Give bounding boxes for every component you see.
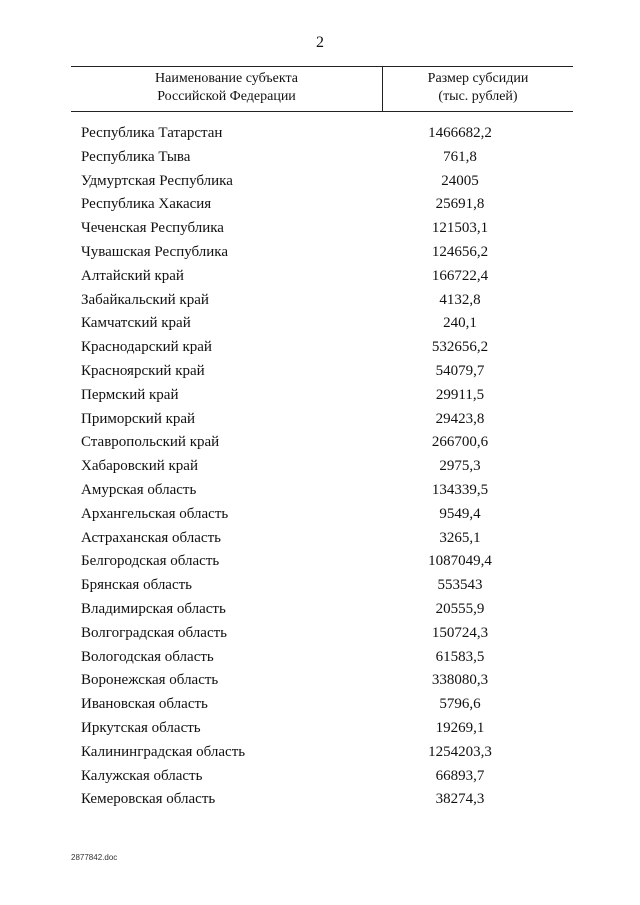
- subject-name: Астраханская область: [81, 529, 221, 546]
- subject-name: Владимирская область: [81, 600, 226, 617]
- table-row: [0, 574, 640, 598]
- subsidy-amount: 66893,7: [435, 767, 485, 784]
- table-row: [0, 717, 640, 741]
- table-row: [0, 408, 640, 432]
- subject-name: Приморский край: [81, 410, 196, 427]
- table-row: [0, 527, 640, 551]
- subject-name: Архангельская область: [81, 505, 229, 522]
- subsidy-amount: 134339,5: [431, 481, 489, 498]
- subject-name: Краснодарский край: [81, 339, 212, 356]
- table-row: [0, 289, 640, 313]
- subject-name: Пермский край: [81, 386, 179, 403]
- subsidy-amount: 25691,8: [435, 196, 485, 213]
- subsidy-amount: 19269,1: [435, 719, 485, 736]
- table-row: [0, 693, 640, 717]
- table-row: [0, 669, 640, 693]
- subject-name: Чувашская Республика: [81, 243, 229, 260]
- table-row: [0, 146, 640, 170]
- table-row: [0, 741, 640, 765]
- subsidy-amount: 124656,2: [431, 243, 489, 260]
- table-row: [0, 788, 640, 812]
- table-row: [0, 193, 640, 217]
- table-row: [0, 360, 640, 384]
- table-row: [0, 122, 640, 146]
- subject-name: Белгородская область: [81, 553, 220, 570]
- column-header-subsidy-line2: (тыс. рублей): [438, 89, 518, 104]
- subsidy-amount: 266700,6: [431, 434, 489, 451]
- table-row: [0, 550, 640, 574]
- subsidy-amount: 553543: [437, 577, 483, 594]
- subsidy-amount: 2975,3: [439, 458, 481, 475]
- subsidy-amount: 338080,3: [431, 672, 489, 689]
- table-row: [0, 765, 640, 789]
- subsidy-amount: 761,8: [443, 148, 477, 165]
- subsidy-amount: 1466682,2: [428, 125, 492, 141]
- table-header: [71, 66, 573, 112]
- subject-name: Ставропольский край: [81, 434, 220, 451]
- table-row: [0, 217, 640, 241]
- table-body: [0, 122, 640, 812]
- subject-name: Брянская область: [81, 577, 193, 594]
- subject-name: Алтайский край: [81, 267, 184, 284]
- document-id: 2877842.doc: [71, 853, 118, 862]
- table-row: [0, 265, 640, 289]
- subsidy-amount: 24005: [441, 172, 479, 189]
- subject-name: Калининградская область: [81, 743, 246, 760]
- subject-name: Кемеровская область: [81, 791, 216, 808]
- subsidy-amount: 29423,8: [435, 410, 485, 427]
- column-header-subject: [71, 70, 382, 106]
- subject-name: Удмуртская Республика: [81, 172, 233, 189]
- subsidy-amount: 4132,8: [439, 291, 481, 308]
- subsidy-amount: 29911,5: [435, 386, 485, 403]
- subsidy-amount: 3265,1: [439, 529, 481, 546]
- subject-name: Волгоградская область: [81, 624, 227, 641]
- subsidy-amount: 9549,4: [439, 505, 481, 522]
- subject-name: Ивановская область: [81, 696, 208, 713]
- table-row: [0, 479, 640, 503]
- table-row: [0, 241, 640, 265]
- subject-name: Воронежская область: [81, 672, 219, 689]
- subsidy-amount: 240,1: [443, 315, 477, 332]
- subject-name: Забайкальский край: [81, 291, 209, 308]
- subsidy-amount: 61583,5: [435, 648, 485, 665]
- subsidy-amount: 1087049,4: [428, 553, 492, 570]
- table-row: [0, 312, 640, 336]
- subsidy-amount: 121503,1: [431, 220, 489, 237]
- subject-name: Амурская область: [81, 481, 197, 498]
- subsidy-amount: 54079,7: [435, 362, 485, 379]
- table-row: [0, 336, 640, 360]
- table-row: [0, 170, 640, 194]
- subject-name: Камчатский край: [81, 315, 191, 332]
- subject-name: Иркутская область: [81, 719, 201, 736]
- table-row: [0, 431, 640, 455]
- subsidy-amount: 1254203,3: [428, 743, 492, 760]
- column-header-subject-line1: Наименование субъекта: [155, 71, 298, 86]
- table-row: [0, 646, 640, 670]
- table-row: [0, 503, 640, 527]
- table-row: [0, 455, 640, 479]
- subject-name: Хабаровский край: [81, 458, 198, 475]
- subsidy-amount: 150724,3: [431, 624, 489, 641]
- subject-name: Красноярский край: [81, 362, 205, 379]
- table-row: [0, 622, 640, 646]
- subject-name: Калужская область: [81, 767, 203, 784]
- subsidy-amount: 5796,6: [439, 696, 481, 713]
- subject-name: Чеченская Республика: [81, 220, 224, 237]
- page-number: 2: [316, 34, 324, 51]
- column-header-subsidy-line1: Размер субсидии: [427, 71, 529, 86]
- subject-name: Республика Татарстан: [81, 125, 223, 141]
- subsidy-amount: 38274,3: [435, 791, 485, 808]
- column-header-subsidy: [383, 70, 573, 106]
- subsidy-amount: 532656,2: [431, 339, 489, 356]
- subject-name: Республика Тыва: [81, 148, 191, 165]
- subject-name: Вологодская область: [81, 648, 214, 665]
- subject-name: Республика Хакасия: [81, 196, 212, 213]
- subsidy-amount: 166722,4: [431, 267, 489, 284]
- column-header-subject-line2: Российской Федерации: [157, 89, 296, 104]
- table-row: [0, 598, 640, 622]
- subsidy-amount: 20555,9: [435, 600, 485, 617]
- table-row: [0, 384, 640, 408]
